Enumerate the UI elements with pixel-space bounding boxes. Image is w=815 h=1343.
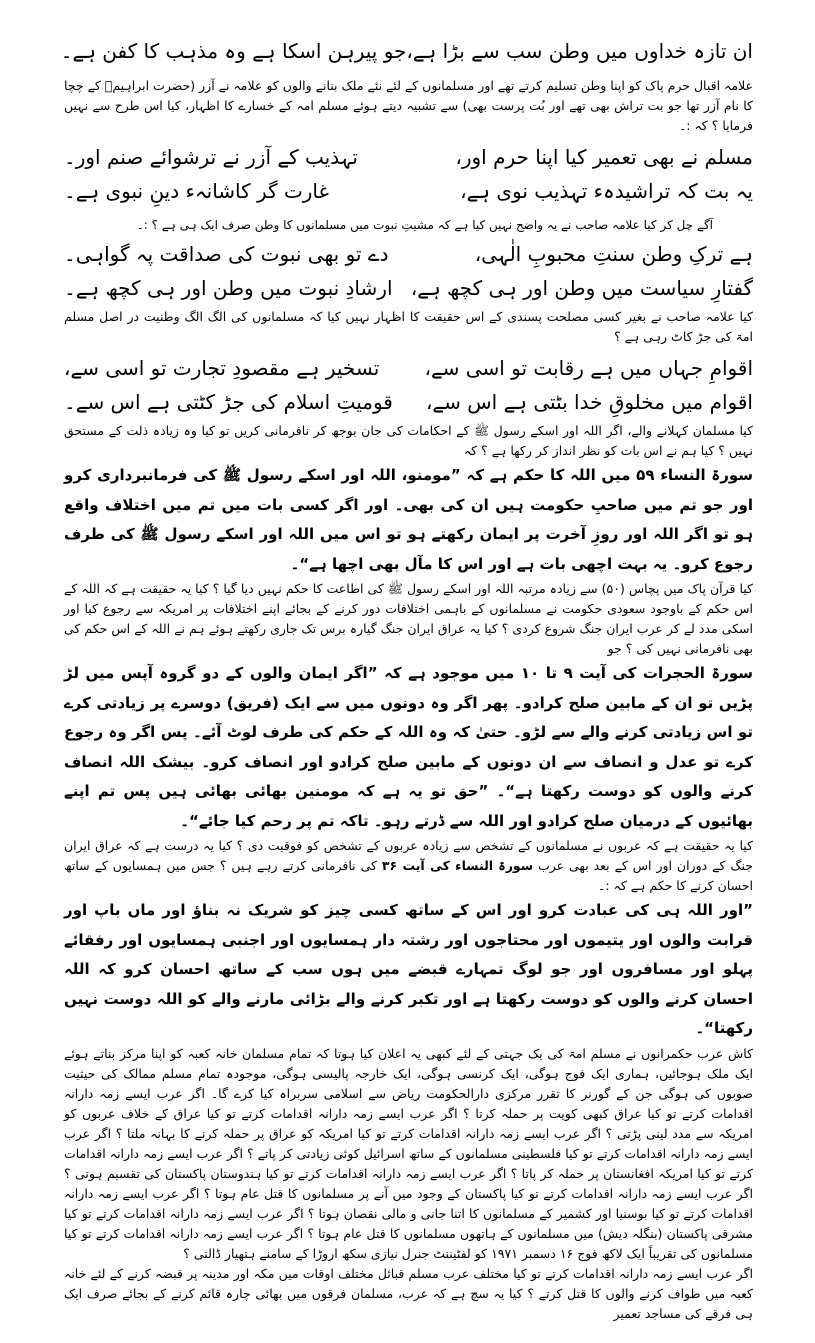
verse-right-hemistich: یہ بت کہ تراشیدہء تہذیب نوی ہے، — [460, 179, 753, 203]
verse-right-hemistich: ہے ترکِ وطن سنتِ محبوبِ الٰہی، — [474, 242, 753, 266]
verse-couplet — [64, 387, 753, 417]
verse-couplet — [60, 36, 753, 66]
paragraph-text: کی نافرمانی کرتے رہے ہیں ؟ جس میں ہمسایوں کے ساتھ احسان کرنے کا حکم ہے کہ :۔ — [64, 858, 753, 893]
paragraph-text: کیا یہ حقیقت ہے کہ عربوں نے مسلمانوں کے تشخص سے زیادہ عربوں کے تشخص کو فوقیت دی ؟ کیا یہ درست ہے کہ عراق ایران جنگ کے دوران اور اس کے بعد بھی عرب — [64, 838, 754, 873]
verse-right-hemistich: مسلم نے بھی تعمیر کیا اپنا حرم اور، — [455, 145, 753, 169]
verse-right-hemistich: ان تازہ خداوں میں وطن سب سے بڑا ہے، — [406, 39, 753, 63]
verse-couplet — [64, 353, 753, 383]
verse-left-hemistich: دے تو بھی نبوت کی صداقت پہ گواہی۔ — [64, 242, 389, 266]
verse-left-hemistich: تسخیر ہے مقصودِ تجارت تو اسی سے، — [64, 356, 380, 380]
paragraph: کیا علامہ صاحب نے بغیر کسی مصلحت پسندی کے اس حقیقت کا اظہار نہیں کیا کہ مسلمانوں کی الگ الگ وطنیت در اصل مسلم امۃ کی جڑ کاٹ رہی ہے ؟ — [64, 309, 753, 344]
verse-left-hemistich: غارت گر کاشانہء دینِ نبوی ہے۔ — [64, 179, 329, 203]
verse-left-hemistich: جو پیرہن اسکا ہے وہ مذہب کا کفن ہے۔ — [60, 39, 407, 63]
paragraph: کیا مسلمان کہلانے والے، اگر اللہ اور اسکے رسول ﷺ کے احکامات کی جان بوجھ کر نافرمانی کریں تو کیا وہ زیادہ ذلت کے مستحق نہیں ؟ کیا ہم نے اس بات کو نظر انداز کر رکھا ہے ؟ کہ — [64, 423, 753, 458]
quran-quote: ”اور اللہ ہی کی عبادت کرو اور اس کے ساتھ کسی چیز کو شریک نہ بناؤ اور ماں باپ اور قرابت والوں اور یتیموں اور محتاجوں اور رشتہ دار ہمسایوں اور اجنبی ہمسایوں اور رفقائے پہلو اور مسافروں اور جو لوگ تمہارے قبضے میں ہوں سب کے ساتھ احسان کرو کہ اللہ احسان کرنے والوں کو دوست رکھتا ہے اور تکبر کرنے والے بڑائی مارنے والے کو اللہ دوست نہیں رکھتا“۔ — [64, 901, 753, 1037]
verse-right-hemistich: اقوام میں مخلوقِ خدا بٹتی ہے اس سے، — [425, 390, 753, 414]
verse-couplet — [64, 273, 753, 303]
paragraph: کیا قرآن پاک میں پچاس (۵۰) سے زیادہ مرتبہ اللہ اور اسکے رسول ﷺ کی اطاعت کا حکم نہیں دیا گیا ؟ کیا یہ حقیقت ہے کہ اللہ کے اس حکم کے باوجود سعودی حکومت نے مسلمانوں کے باہمی اختلافات دور کرنے کے بجائے اپنے اختلافات پر امریکہ سے رجوع کیا اور اسکی مدد لے کر عرب ایران جنگ شروع کردی ؟ کیا یہ عراق ایران جنگ گیارہ برس تک جاری رکھتے ہوئے ہم نے اللہ کے اس حکم کی بھی نافرمانی نہیں کی ؟ جو — [64, 581, 753, 656]
paragraph: علامہ اقبال حرم پاک کو اپنا وطن تسلیم کرتے تھے اور مسلمانوں کے لئے نئے ملک بنانے والوں کو علامہ نے آزر (حضرت ابراہیمؑ کے چچا کا نام آزر تھا جو بت تراش بھی تھے اور بُت پرست بھی) سے تشبیہ دیتے ہوئے مسلم امہ کے خسارے کا اظہار، کیا اس طرح سے نہیں فرمایا ؟ کہ :۔ — [64, 78, 753, 133]
verse-right-hemistich: گفتارِ سیاست میں وطن اور ہی کچھ ہے، — [410, 276, 753, 300]
verse-couplet — [64, 239, 753, 269]
paragraph: کاش عرب حکمرانوں نے مسلم امۃ کی یک جہتی کے لئے کبھی یہ اعلان کیا ہوتا کہ تمام مسلمان خانہ کعبہ کو اپنا مرکز بناتے ہوئے ایک ملک ہوجائیں، ہماری ایک فوج ہوگی، ایک کرنسی ہوگی، ایک خارجہ پالیسی ہوگی، موجودہ تمام مسلم ممالک کی حیثیت صوبوں کی ہوگی جن کے گورنر کا تقرر مرکزی دارالحکومت ریاض سے اسلامی سربراہ کیا کرے گا۔ اگر عرب ایسے زمہ دارانہ اقدامات کرتے تو کیا عراق کبھی کویت پر حملہ کرتا ؟ اگر عرب ایسے زمہ دارانہ اقدامات کرتے تو کیا عراق کے خلاف عربوں کو امریکہ سے مدد لینی پڑتی ؟ اگر عرب ایسے زمہ دارانہ اقدامات کرتے تو کیا امریکہ کو عراق پر حملہ کرنے کا بہانہ ملتا ؟ اگر عرب ایسے زمہ دارانہ اقدامات کرتے تو کیا فلسطینی مسلمانوں کے ساتھ اسرائیل کوئی زیادتی کر پاتے ؟ اگر عرب ایسے زمہ دارانہ اقدامات کرتے تو کیا امریکہ افغانستان پر حملہ کر پاتا ؟ اگر عرب ایسے زمہ دارانہ اقدامات کرتے تو کیا ہندوستان پاکستان کی تقسیم ہوتی ؟ اگر عرب ایسے زمہ دارانہ اقدامات کرتے تو کیا پاکستان کے وجود میں آنے پر مسلمانوں کا قتل عام ہوتا ؟ اگر عرب ایسے زمہ دارانہ اقدامات کرتے تو کیا بوسنیا اور کشمیر کے مسلمانوں کا اتنا جانی و مالی نقصان ہوتا ؟ اگر عرب ایسے زمہ دارانہ اقدامات کرتے تو کیا مشرقی پاکستان (بنگلہ دیش) میں مسلمانوں کے ہاتھوں مسلمانوں کا قتل عام ہوتا ؟ اگر عرب ایسے زمہ دارانہ اقدامات کرتے تو کیا مسلمانوں کی تقریباً ایک لاکھ فوج ۱۶ دسمبر ۱۹۷۱ کو لفٹیننٹ جنرل نیازی سکھ اروڑا کے سامنے ہتھیار ڈالتی ؟ — [64, 1045, 753, 1261]
paragraph: آگے چل کر کیا علامہ صاحب نے یہ واضح نہیں کیا ہے کہ مشیتِ نبوت میں مسلمانوں کا وطن صرف ایک ہی ہے ؟ :۔ — [136, 218, 713, 232]
verse-right-hemistich: اقوامِ جہاں میں ہے رقابت تو اسی سے، — [424, 356, 753, 380]
verse-left-hemistich: تہذیب کے آزر نے ترشوائے صنم اور۔ — [64, 145, 358, 169]
quran-quote: سورۃ الحجرات کی آیت ۹ تا ۱۰ میں موجود ہے کہ ”اگر ایمان والوں کے دو گروہ آپس میں لڑ پڑیں تو ان کے مابین صلح کرادو۔ پھر اگر وہ دونوں میں سے ایک (فریق) دوسرے پر زیادتی کرے تو اس زیادتی کرنے والے سے لڑو۔ حتیٰ کہ وہ اللہ کے حکم کی طرف لوٹ آئے۔ پس اگر وہ رجوع کرے تو عدل و انصاف سے ان دونوں کے مابین صلح کرادو اور انصاف کرو۔ بیشک اللہ انصاف کرنے والوں کو دوست رکھتا ہے“۔ ”حق تو یہ ہے کہ مومنین بھائی بھائی ہیں پس تم اپنے بھائیوں کے درمیان صلح کرادو اور اللہ سے ڈرتے رہو۔ تاکہ تم پر رحم کیا جائے“۔ — [64, 664, 753, 830]
verse-left-hemistich: قومیتِ اسلام کی جڑ کٹتی ہے اس سے۔ — [64, 390, 393, 414]
quran-quote: سورۃ النساء ۵۹ میں اللہ کا حکم ہے کہ ”مومنو، اللہ اور اسکے رسول ﷺ کی فرمانبرداری کرو اور جو تم میں صاحبِ حکومت ہیں ان کی بھی۔ اور اگر کسی بات میں تم میں اختلاف واقع ہو تو اگر اللہ اور روزِ آخرت پر ایمان رکھتے ہو تو اس میں اللہ اور اسکے رسول ﷺ کی طرف رجوع کرو۔ یہ بہت اچھی بات ہے اور اس کا مآل بھی اچھا ہے“۔ — [64, 466, 753, 573]
verse-left-hemistich: ارشادِ نبوت میں وطن اور ہی کچھ ہے۔ — [64, 276, 393, 300]
verse-couplet — [64, 142, 753, 172]
verse-couplet — [64, 176, 753, 206]
paragraph — [64, 836, 753, 896]
surah-reference: سورۃ النساء کی آیت ۳۶ — [381, 858, 534, 873]
paragraph: اگر عرب ایسے زمہ دارانہ اقدامات کرتے تو کیا مختلف عرب مسلم قبائل مختلف اوقات میں مکہ اور مدینہ پر قبضہ کرنے کے لئے خانہ کعبہ میں طواف کرنے والوں کا قتل کرتے ؟ کیا یہ سچ ہے کہ عرب، مسلمان فرقوں میں بھائی چارہ قائم کرنے کے بجائے صرف ایک ہی فرقے کی مساجد تعمیر — [64, 1265, 753, 1321]
